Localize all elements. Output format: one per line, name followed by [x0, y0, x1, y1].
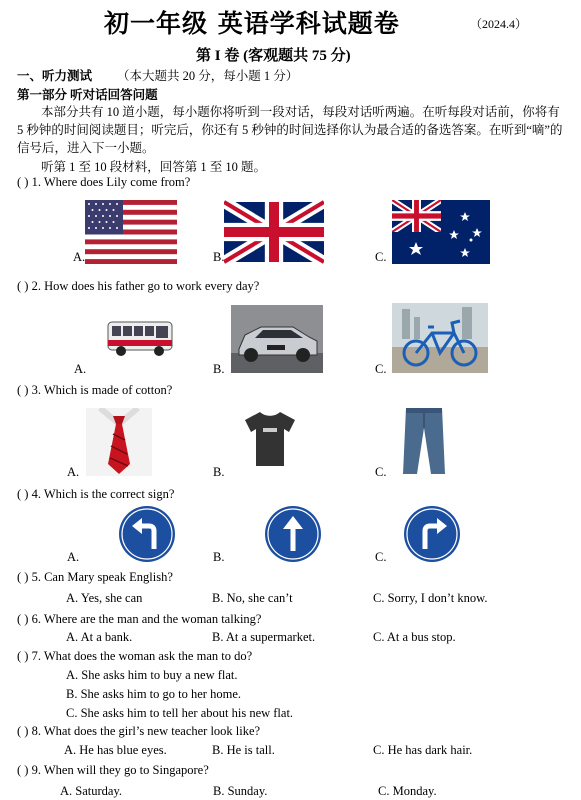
part-heading: 第一部分 听对话回答问题: [17, 88, 158, 102]
uk-flag-icon: [224, 200, 324, 264]
option-text: C. At a bus stop.: [373, 630, 456, 644]
option-text: B. Sunday.: [213, 784, 268, 798]
bicycle-icon: [392, 303, 488, 373]
bus-icon: [106, 316, 176, 358]
option-letter: B.: [213, 550, 225, 564]
question-4: [17, 487, 174, 502]
option-text: C. He has dark hair.: [373, 743, 473, 757]
question-text: How does his father go to work every day?: [44, 279, 260, 293]
question-6: [17, 612, 261, 627]
option-text: A. She asks him to buy a new flat.: [66, 668, 238, 682]
question-number: 8.: [31, 724, 41, 738]
go-straight-sign-icon: [264, 505, 322, 563]
option-letter: C.: [375, 250, 387, 264]
question-text: Which is the correct sign?: [43, 487, 175, 501]
option-letter: B.: [213, 250, 225, 264]
question-3: [17, 383, 172, 398]
question-2: [17, 279, 259, 294]
usa-flag-icon: [85, 200, 177, 264]
question-number: 5.: [31, 570, 41, 584]
question-text: Which is made of cotton?: [43, 383, 173, 397]
option-letter: C.: [375, 362, 387, 376]
option-text: A. He has blue eyes.: [64, 743, 167, 757]
option-text: B. No, she can’t: [212, 591, 293, 605]
question-number: 9.: [31, 763, 41, 777]
answer-blank[interactable]: ( ): [17, 649, 29, 663]
question-number: 1.: [31, 175, 41, 189]
answer-blank[interactable]: ( ): [17, 279, 29, 293]
section-note: （本大题共 20 分，每小题 1 分）: [117, 69, 299, 83]
tie-icon: [86, 408, 152, 476]
option-letter: A.: [67, 465, 80, 479]
option-text: A. Saturday.: [60, 784, 123, 798]
option-text: A. At a bank.: [66, 630, 133, 644]
option-text: C. Sorry, I don’t know.: [373, 591, 488, 605]
option-letter: A.: [74, 362, 87, 376]
turn-left-sign-icon: [118, 505, 176, 563]
answer-blank[interactable]: ( ): [17, 724, 29, 738]
turn-right-sign-icon: [403, 505, 461, 563]
question-1: [17, 175, 190, 190]
answer-blank[interactable]: ( ): [17, 612, 29, 626]
option-letter: C.: [375, 550, 387, 564]
option-letter: C.: [375, 465, 387, 479]
question-7: [17, 649, 252, 664]
question-text: Where are the man and the woman talking?: [43, 612, 262, 626]
option-text: B. She asks him to go to her home.: [66, 687, 241, 701]
volume-heading: 第 I 卷 (客观题共 75 分): [196, 48, 351, 64]
option-text: A. Yes, she can: [66, 591, 143, 605]
question-number: 2.: [31, 279, 41, 293]
option-letter: A.: [73, 250, 86, 264]
question-text: Where does Lily come from?: [43, 175, 191, 189]
section-heading: 一、听力测试: [17, 69, 93, 83]
question-number: 3.: [31, 383, 41, 397]
option-letter: A.: [67, 550, 80, 564]
question-text: What does the girl’s new teacher look like?: [43, 724, 261, 738]
option-text: C. She asks him to tell her about his new flat.: [66, 706, 294, 720]
question-text: Can Mary speak English?: [44, 570, 173, 584]
question-number: 6.: [31, 612, 41, 626]
question-9: [17, 763, 209, 778]
sub-instruction: 听第 1 至 10 段材料，回答第 1 至 10 题。: [41, 160, 267, 174]
exam-date: （2024.4）: [470, 17, 528, 31]
question-number: 4.: [31, 487, 41, 501]
exam-title: 初一年级 英语学科试题卷: [104, 9, 400, 38]
answer-blank[interactable]: ( ): [17, 175, 29, 189]
option-letter: B.: [213, 465, 225, 479]
question-text: When will they go to Singapore?: [43, 763, 209, 777]
answer-blank[interactable]: ( ): [17, 763, 29, 777]
option-text: B. At a supermarket.: [212, 630, 316, 644]
answer-blank[interactable]: ( ): [17, 487, 29, 501]
question-number: 7.: [31, 649, 41, 663]
part-instructions: 本部分共有 10 道小题，每小题你将听到一段对话，每段对话听两遍。在听每段对话前，你将有 5 秒钟的时间阅读题目；听完后，你还有 5 秒钟的时间选择你认为最合适的备选答案。在听到“嘀”的信号后，进入下一小题。: [17, 105, 563, 155]
australia-flag-icon: [392, 200, 490, 264]
option-text: B. He is tall.: [212, 743, 275, 757]
question-text: What does the woman ask the man to do?: [43, 649, 253, 663]
jeans-icon: [401, 406, 447, 476]
question-5: [17, 570, 173, 585]
car-icon: [231, 305, 323, 373]
t-shirt-icon: [243, 410, 297, 468]
option-text: C. Monday.: [378, 784, 437, 798]
answer-blank[interactable]: ( ): [17, 383, 29, 397]
answer-blank[interactable]: ( ): [17, 570, 29, 584]
question-8: [17, 724, 260, 739]
option-letter: B.: [213, 362, 225, 376]
